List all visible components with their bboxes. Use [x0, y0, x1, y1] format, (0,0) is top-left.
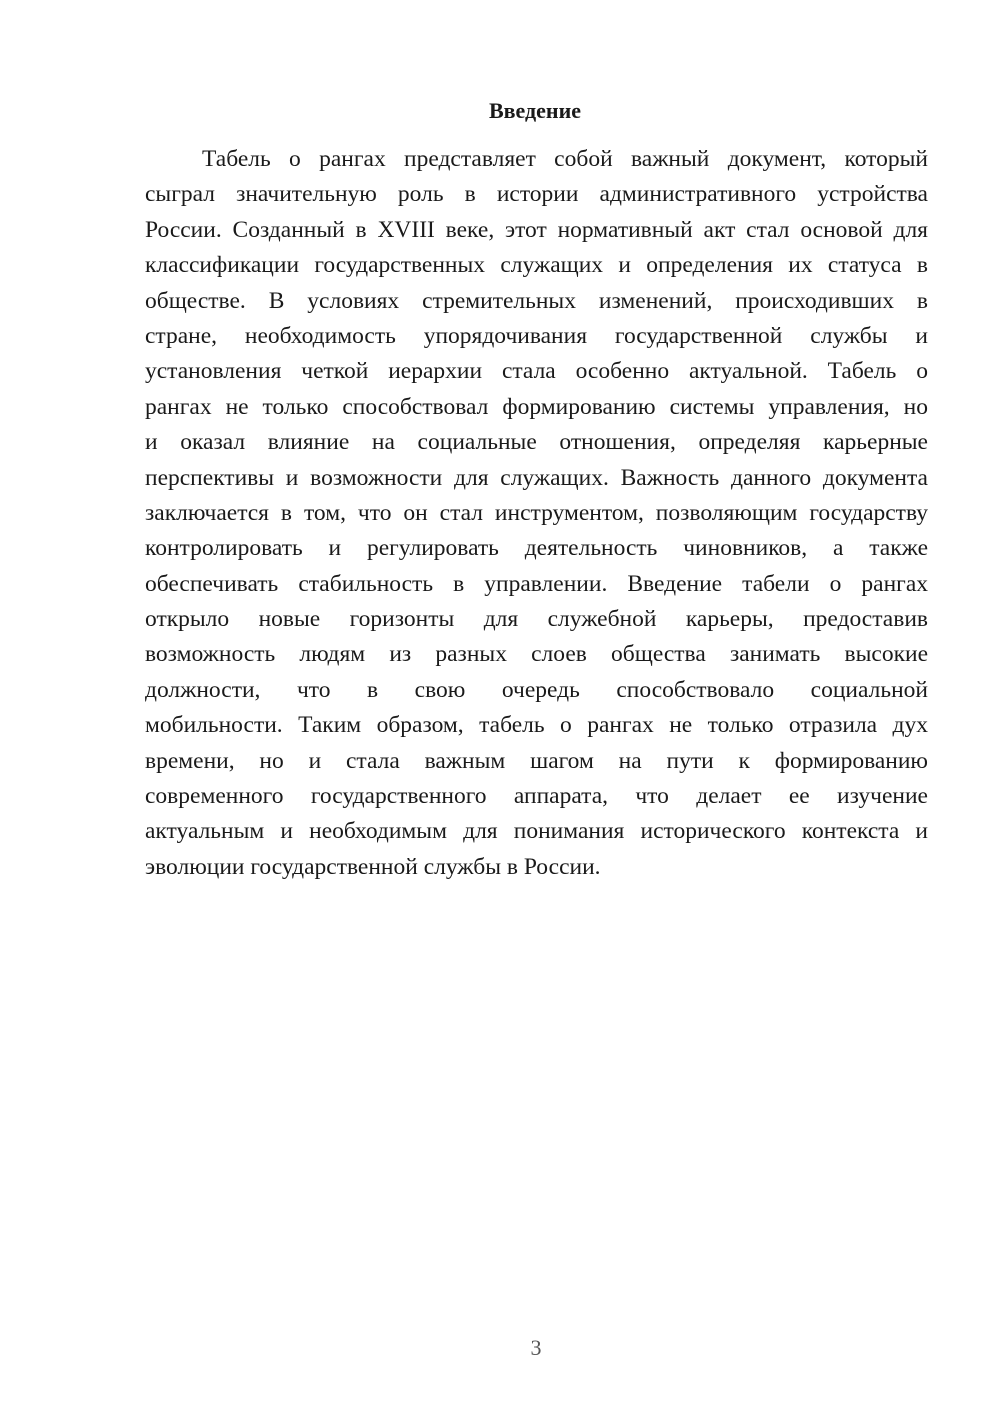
paragraph-line: эволюции государственной службы в России. — [145, 853, 601, 880]
paragraph-line: должности, что в свою очередь способствовало социальной — [145, 676, 928, 703]
paragraph-line: времени, но и стала важным шагом на пути к формированию — [145, 747, 928, 774]
paragraph-line: обществе. В условиях стремительных изменений, происходивших в — [145, 287, 928, 314]
paragraph-line: перспективы и возможности для служащих. Важность данного документа — [145, 464, 928, 491]
paragraph-line: контролировать и регулировать деятельность чиновников, а также — [145, 535, 928, 562]
page-number: 3 — [530, 1335, 542, 1360]
paragraph-line: стране, необходимость упорядочивания государственной службы и — [145, 322, 928, 349]
paragraph-line: возможность людям из разных слоев общества занимать высокие — [145, 641, 928, 668]
section-heading: Введение — [488, 98, 582, 123]
paragraph-line: актуальным и необходимым для понимания исторического контекста и — [145, 818, 928, 845]
paragraph-line: установления четкой иерархии стала особенно актуальной. Табель о — [145, 358, 928, 385]
paragraph-line: России. Созданный в XVIII веке, этот нормативный акт стал основой для — [145, 216, 928, 243]
paragraph-line: заключается в том, что он стал инструментом, позволяющим государству — [145, 499, 928, 526]
body-paragraph — [145, 142, 928, 885]
paragraph-line: Табель о рангах представляет собой важный документ, который — [202, 146, 928, 172]
paragraph-line: открыло новые горизонты для служебной карьеры, предоставив — [145, 606, 928, 633]
paragraph-line: сыграл значительную роль в истории административного устройства — [145, 181, 928, 208]
paragraph-line: классификации государственных служащих и определения их статуса в — [145, 252, 928, 279]
paragraph-line: и оказал влияние на социальные отношения, определяя карьерные — [145, 429, 928, 456]
paragraph-line: рангах не только способствовал формированию системы управления, но — [145, 393, 928, 420]
paragraph-line: обеспечивать стабильность в управлении. Введение табели о рангах — [145, 570, 928, 597]
paragraph-line: мобильности. Таким образом, табель о рангах не только отразила дух — [145, 712, 928, 739]
paragraph-line: современного государственного аппарата, что делает ее изучение — [145, 783, 928, 810]
